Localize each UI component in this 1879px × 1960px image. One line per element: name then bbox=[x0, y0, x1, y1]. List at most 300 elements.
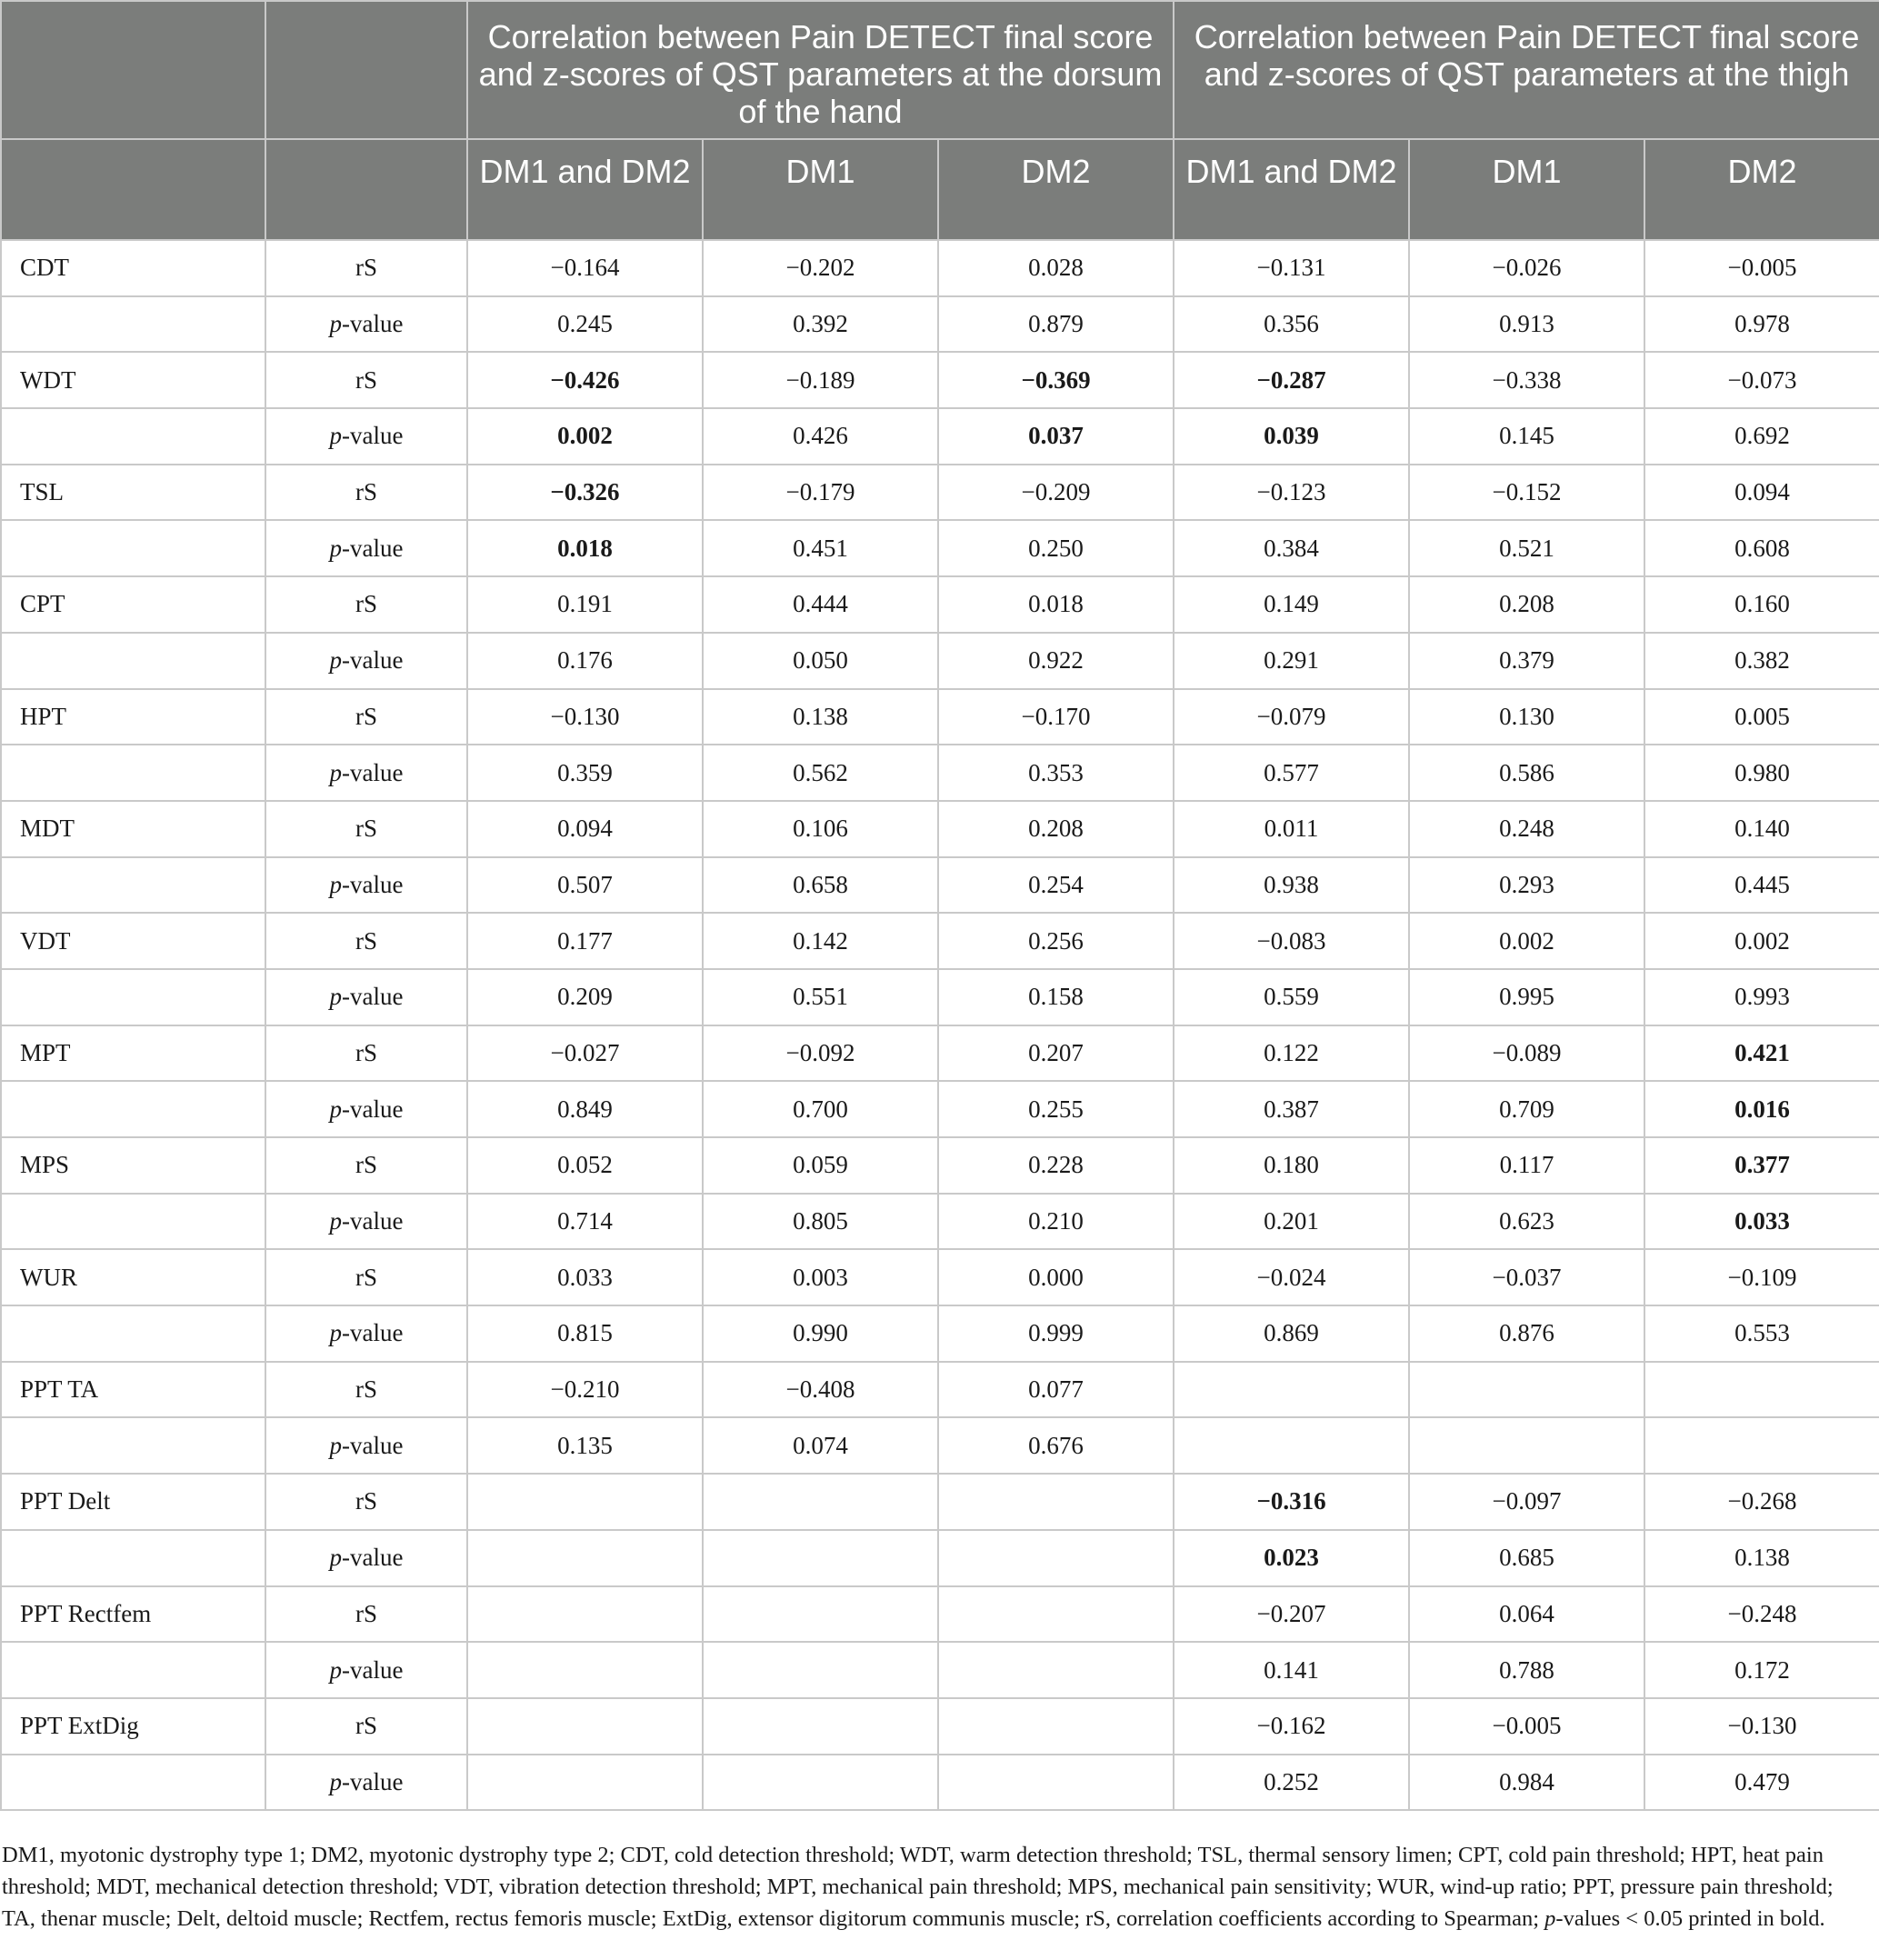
pvalue-cell bbox=[467, 408, 703, 465]
pvalue-cell bbox=[1644, 1530, 1879, 1586]
rs-value-cell bbox=[467, 1249, 703, 1305]
rs-value-cell bbox=[938, 1249, 1174, 1305]
pvalue-cell bbox=[938, 1642, 1174, 1698]
pvalue-cell bbox=[703, 1530, 938, 1586]
pvalue-value: 0.141 bbox=[1264, 1655, 1319, 1684]
pvalue-cell bbox=[703, 408, 938, 465]
rs-value-cell bbox=[938, 465, 1174, 521]
stat-label-p: p bbox=[329, 310, 343, 338]
table-row-vdt-rs bbox=[1, 913, 1879, 969]
pvalue-cell bbox=[1644, 1194, 1879, 1250]
rs-value-cell bbox=[1409, 1474, 1644, 1530]
pvalue-value: 0.033 bbox=[1734, 1207, 1790, 1235]
rs-value: −0.408 bbox=[785, 1375, 855, 1404]
rs-value: 0.059 bbox=[793, 1151, 848, 1179]
rs-value: 0.149 bbox=[1264, 590, 1319, 618]
stat-label-p: p bbox=[329, 1544, 343, 1572]
pvalue-cell bbox=[1174, 1194, 1409, 1250]
rs-value: 0.033 bbox=[557, 1263, 613, 1291]
stat-label-rs: rS bbox=[265, 689, 467, 745]
rs-value: −0.207 bbox=[1256, 1599, 1326, 1627]
stat-label-rs: rS bbox=[265, 1586, 467, 1643]
stat-label-value: -value bbox=[342, 646, 404, 675]
table-row-mpt-pvalue bbox=[1, 1081, 1879, 1137]
param-empty-cell bbox=[1, 745, 265, 801]
table-body bbox=[1, 240, 1879, 1810]
pvalue-cell bbox=[1644, 1305, 1879, 1362]
stat-label-pvalue bbox=[265, 1642, 467, 1698]
pvalue-value: 0.658 bbox=[793, 870, 848, 898]
pvalue-cell bbox=[703, 1305, 938, 1362]
stat-label-pvalue bbox=[265, 1530, 467, 1586]
rs-value-cell bbox=[1644, 240, 1879, 296]
pvalue-cell bbox=[1174, 1530, 1409, 1586]
rs-value-cell bbox=[1644, 1249, 1879, 1305]
header-empty-cell bbox=[265, 139, 467, 240]
pvalue-cell bbox=[1644, 969, 1879, 1025]
pvalue-cell bbox=[1174, 745, 1409, 801]
stat-label-pvalue bbox=[265, 1194, 467, 1250]
rs-value-cell bbox=[938, 1137, 1174, 1194]
rs-value-cell bbox=[703, 1474, 938, 1530]
pvalue-value: 0.387 bbox=[1264, 1095, 1319, 1123]
rs-value: −0.170 bbox=[1021, 702, 1091, 730]
pvalue-value: 0.815 bbox=[557, 1319, 613, 1347]
rs-value: 0.002 bbox=[1734, 926, 1790, 955]
pvalue-value: 0.551 bbox=[793, 983, 848, 1011]
pvalue-cell bbox=[703, 633, 938, 689]
table-row-hpt-pvalue bbox=[1, 745, 1879, 801]
param-empty-cell bbox=[1, 969, 265, 1025]
pvalue-value: 0.293 bbox=[1499, 870, 1554, 898]
rs-value: 0.077 bbox=[1028, 1375, 1084, 1404]
stat-label-pvalue bbox=[265, 633, 467, 689]
rs-value-cell bbox=[1409, 1698, 1644, 1755]
table-row-wdt-pvalue bbox=[1, 408, 1879, 465]
param-name: WDT bbox=[1, 352, 265, 408]
stat-label-value: -value bbox=[342, 983, 404, 1011]
rs-value-cell bbox=[703, 240, 938, 296]
rs-value-cell bbox=[938, 576, 1174, 633]
footnote-p-italic: p bbox=[1544, 1905, 1556, 1931]
pvalue-cell bbox=[1409, 1530, 1644, 1586]
rs-value: −0.026 bbox=[1492, 254, 1562, 282]
pvalue-cell bbox=[703, 1081, 938, 1137]
pvalue-value: 0.709 bbox=[1499, 1095, 1554, 1123]
rs-value: −0.079 bbox=[1256, 702, 1326, 730]
param-empty-cell bbox=[1, 857, 265, 914]
rs-value-cell bbox=[1644, 1025, 1879, 1082]
pvalue-cell bbox=[467, 520, 703, 576]
rs-value: −0.037 bbox=[1492, 1263, 1562, 1291]
pvalue-value: 0.586 bbox=[1499, 758, 1554, 786]
rs-value: −0.248 bbox=[1727, 1599, 1797, 1627]
stat-label-p: p bbox=[329, 1207, 343, 1235]
rs-value: 0.180 bbox=[1264, 1151, 1319, 1179]
rs-value: 0.256 bbox=[1028, 926, 1084, 955]
pvalue-value: 0.849 bbox=[557, 1095, 613, 1123]
stat-label-p: p bbox=[329, 1319, 343, 1347]
rs-value-cell bbox=[467, 465, 703, 521]
stat-label-p: p bbox=[329, 870, 343, 898]
rs-value-cell bbox=[938, 1025, 1174, 1082]
rs-value-cell bbox=[1644, 576, 1879, 633]
rs-value-cell bbox=[938, 352, 1174, 408]
stat-label-value: -value bbox=[342, 758, 404, 786]
stat-label-rs: rS bbox=[265, 913, 467, 969]
rs-value: −0.073 bbox=[1727, 365, 1797, 394]
rs-value: 0.191 bbox=[557, 590, 613, 618]
pvalue-cell bbox=[1644, 1755, 1879, 1811]
pvalue-value: 0.002 bbox=[557, 422, 613, 450]
pvalue-cell bbox=[1644, 520, 1879, 576]
rs-value: 0.140 bbox=[1734, 815, 1790, 843]
pvalue-cell bbox=[703, 1194, 938, 1250]
rs-value-cell bbox=[938, 913, 1174, 969]
rs-value-cell bbox=[703, 352, 938, 408]
pvalue-value: 0.879 bbox=[1028, 310, 1084, 338]
pvalue-cell bbox=[1174, 296, 1409, 353]
table-row-ppt-ta-rs bbox=[1, 1362, 1879, 1418]
rs-value-cell bbox=[703, 801, 938, 857]
rs-value: −0.210 bbox=[550, 1375, 620, 1404]
pvalue-value: 0.255 bbox=[1028, 1095, 1084, 1123]
rs-value-cell bbox=[938, 801, 1174, 857]
pvalue-value: 0.869 bbox=[1264, 1319, 1319, 1347]
rs-value-cell bbox=[1409, 240, 1644, 296]
rs-value: 0.208 bbox=[1499, 590, 1554, 618]
stat-label-value: -value bbox=[342, 870, 404, 898]
rs-value: 0.421 bbox=[1734, 1038, 1790, 1066]
rs-value-cell bbox=[703, 913, 938, 969]
rs-value-cell bbox=[467, 1474, 703, 1530]
rs-value: 0.106 bbox=[793, 815, 848, 843]
rs-value-cell bbox=[1174, 1025, 1409, 1082]
header-subcol-thigh-dm2: DM2 bbox=[1644, 139, 1879, 240]
header-row-subcolumns bbox=[1, 139, 1879, 240]
pvalue-cell bbox=[938, 1755, 1174, 1811]
pvalue-value: 0.392 bbox=[793, 310, 848, 338]
pvalue-cell bbox=[1644, 745, 1879, 801]
stat-label-p: p bbox=[329, 534, 343, 562]
pvalue-value: 0.685 bbox=[1499, 1544, 1554, 1572]
param-empty-cell bbox=[1, 408, 265, 465]
pvalue-value: 0.018 bbox=[557, 534, 613, 562]
rs-value-cell bbox=[1409, 1362, 1644, 1418]
pvalue-value: 0.037 bbox=[1028, 422, 1084, 450]
table-row-wdt-rs bbox=[1, 352, 1879, 408]
param-empty-cell bbox=[1, 1194, 265, 1250]
param-name: PPT TA bbox=[1, 1362, 265, 1418]
pvalue-value: 0.382 bbox=[1734, 646, 1790, 675]
table-row-ppt-delt-rs bbox=[1, 1474, 1879, 1530]
table-row-cpt-pvalue bbox=[1, 633, 1879, 689]
pvalue-cell bbox=[938, 408, 1174, 465]
table-row-mpt-rs bbox=[1, 1025, 1879, 1082]
rs-value: −0.164 bbox=[550, 254, 620, 282]
rs-value: −0.338 bbox=[1492, 365, 1562, 394]
stat-label-pvalue bbox=[265, 296, 467, 353]
rs-value: 0.094 bbox=[1734, 478, 1790, 506]
pvalue-value: 0.479 bbox=[1734, 1767, 1790, 1795]
pvalue-cell bbox=[467, 969, 703, 1025]
rs-value-cell bbox=[703, 1698, 938, 1755]
pvalue-cell bbox=[467, 1305, 703, 1362]
pvalue-value: 0.995 bbox=[1499, 983, 1554, 1011]
stat-label-rs: rS bbox=[265, 801, 467, 857]
stat-label-value: -value bbox=[342, 310, 404, 338]
stat-label-value: -value bbox=[342, 422, 404, 450]
stat-label-value: -value bbox=[342, 534, 404, 562]
stat-label-pvalue bbox=[265, 969, 467, 1025]
rs-value-cell bbox=[1409, 465, 1644, 521]
stat-label-rs: rS bbox=[265, 1362, 467, 1418]
stat-label-pvalue bbox=[265, 1305, 467, 1362]
pvalue-value: 0.521 bbox=[1499, 534, 1554, 562]
pvalue-value: 0.451 bbox=[793, 534, 848, 562]
pvalue-cell bbox=[1409, 633, 1644, 689]
rs-value: −0.369 bbox=[1021, 365, 1091, 394]
pvalue-value: 0.254 bbox=[1028, 870, 1084, 898]
rs-value: 0.018 bbox=[1028, 590, 1084, 618]
rs-value-cell bbox=[1174, 352, 1409, 408]
param-empty-cell bbox=[1, 1530, 265, 1586]
rs-value-cell bbox=[1409, 689, 1644, 745]
pvalue-cell bbox=[703, 857, 938, 914]
pvalue-cell bbox=[467, 1530, 703, 1586]
rs-value-cell bbox=[1174, 1698, 1409, 1755]
table-header bbox=[1, 1, 1879, 240]
pvalue-value: 0.209 bbox=[557, 983, 613, 1011]
stat-label-pvalue bbox=[265, 1417, 467, 1474]
pvalue-cell bbox=[1409, 1642, 1644, 1698]
rs-value-cell bbox=[467, 801, 703, 857]
pvalue-cell bbox=[1644, 857, 1879, 914]
pvalue-value: 0.559 bbox=[1264, 983, 1319, 1011]
table-row-mdt-pvalue bbox=[1, 857, 1879, 914]
pvalue-value: 0.913 bbox=[1499, 310, 1554, 338]
pvalue-cell bbox=[1174, 1642, 1409, 1698]
pvalue-value: 0.553 bbox=[1734, 1319, 1790, 1347]
rs-value: −0.152 bbox=[1492, 478, 1562, 506]
rs-value: 0.142 bbox=[793, 926, 848, 955]
table-row-vdt-pvalue bbox=[1, 969, 1879, 1025]
rs-value-cell bbox=[1644, 465, 1879, 521]
rs-value-cell bbox=[1174, 1249, 1409, 1305]
rs-value: −0.189 bbox=[785, 365, 855, 394]
stat-label-value: -value bbox=[342, 1544, 404, 1572]
pvalue-cell bbox=[1644, 408, 1879, 465]
stat-label-value: -value bbox=[342, 1767, 404, 1795]
pvalue-value: 0.291 bbox=[1264, 646, 1319, 675]
table-row-ppt-ta-pvalue bbox=[1, 1417, 1879, 1474]
rs-value-cell bbox=[1174, 240, 1409, 296]
pvalue-cell bbox=[938, 1081, 1174, 1137]
param-name: MDT bbox=[1, 801, 265, 857]
rs-value: 0.003 bbox=[793, 1263, 848, 1291]
rs-value-cell bbox=[1409, 1137, 1644, 1194]
rs-value-cell bbox=[703, 465, 938, 521]
table-row-wur-pvalue bbox=[1, 1305, 1879, 1362]
table-row-cpt-rs bbox=[1, 576, 1879, 633]
pvalue-cell bbox=[1644, 633, 1879, 689]
param-name: PPT ExtDig bbox=[1, 1698, 265, 1755]
rs-value: −0.005 bbox=[1492, 1712, 1562, 1740]
pvalue-cell bbox=[467, 1417, 703, 1474]
rs-value-cell bbox=[1409, 913, 1644, 969]
pvalue-value: 0.922 bbox=[1028, 646, 1084, 675]
rs-value-cell bbox=[1409, 352, 1644, 408]
pvalue-value: 0.978 bbox=[1734, 310, 1790, 338]
table-row-cdt-rs bbox=[1, 240, 1879, 296]
pvalue-cell bbox=[703, 1755, 938, 1811]
rs-value-cell bbox=[1174, 576, 1409, 633]
pvalue-value: 0.138 bbox=[1734, 1544, 1790, 1572]
table-row-ppt-extdig-pvalue bbox=[1, 1755, 1879, 1811]
rs-value-cell bbox=[467, 240, 703, 296]
pvalue-value: 0.623 bbox=[1499, 1207, 1554, 1235]
pvalue-value: 0.379 bbox=[1499, 646, 1554, 675]
param-empty-cell bbox=[1, 520, 265, 576]
rs-value-cell bbox=[703, 689, 938, 745]
rs-value-cell bbox=[1409, 801, 1644, 857]
stat-label-rs: rS bbox=[265, 1698, 467, 1755]
table-row-ppt-rectfem-rs bbox=[1, 1586, 1879, 1643]
param-name: PPT Rectfem bbox=[1, 1586, 265, 1643]
rs-value: 0.011 bbox=[1264, 815, 1319, 843]
pvalue-cell bbox=[1174, 408, 1409, 465]
rs-value: −0.024 bbox=[1256, 1263, 1326, 1291]
pvalue-cell bbox=[1644, 1642, 1879, 1698]
pvalue-cell bbox=[703, 969, 938, 1025]
pvalue-value: 0.172 bbox=[1734, 1655, 1790, 1684]
header-empty-cell bbox=[1, 139, 265, 240]
rs-value-cell bbox=[1174, 801, 1409, 857]
rs-value: −0.131 bbox=[1256, 254, 1326, 282]
pvalue-cell bbox=[467, 745, 703, 801]
header-subcol-hand-dm2: DM2 bbox=[938, 139, 1174, 240]
rs-value: 0.002 bbox=[1499, 926, 1554, 955]
pvalue-value: 0.788 bbox=[1499, 1655, 1554, 1684]
param-empty-cell bbox=[1, 1305, 265, 1362]
rs-value: −0.097 bbox=[1492, 1487, 1562, 1515]
rs-value-cell bbox=[1644, 1698, 1879, 1755]
rs-value-cell bbox=[1174, 465, 1409, 521]
pvalue-value: 0.608 bbox=[1734, 534, 1790, 562]
rs-value: −0.123 bbox=[1256, 478, 1326, 506]
rs-value: −0.130 bbox=[550, 702, 620, 730]
rs-value: −0.287 bbox=[1256, 365, 1326, 394]
rs-value-cell bbox=[467, 1362, 703, 1418]
rs-value-cell bbox=[467, 1698, 703, 1755]
pvalue-cell bbox=[1409, 1305, 1644, 1362]
pvalue-cell bbox=[1409, 1081, 1644, 1137]
pvalue-value: 0.023 bbox=[1264, 1544, 1319, 1572]
pvalue-value: 0.993 bbox=[1734, 983, 1790, 1011]
stat-label-value: -value bbox=[342, 1095, 404, 1123]
pvalue-cell bbox=[938, 633, 1174, 689]
table-row-wur-rs bbox=[1, 1249, 1879, 1305]
stat-label-rs: rS bbox=[265, 240, 467, 296]
pvalue-cell bbox=[467, 1194, 703, 1250]
rs-value: 0.138 bbox=[793, 702, 848, 730]
rs-value: 0.177 bbox=[557, 926, 613, 955]
rs-value: 0.248 bbox=[1499, 815, 1554, 843]
pvalue-cell bbox=[703, 1417, 938, 1474]
rs-value-cell bbox=[1409, 1586, 1644, 1643]
pvalue-value: 0.426 bbox=[793, 422, 848, 450]
stat-label-value: -value bbox=[342, 1655, 404, 1684]
pvalue-cell bbox=[1409, 745, 1644, 801]
rs-value: −0.092 bbox=[785, 1038, 855, 1066]
pvalue-value: 0.359 bbox=[557, 758, 613, 786]
rs-value-cell bbox=[1174, 913, 1409, 969]
rs-value: −0.316 bbox=[1256, 1487, 1326, 1515]
rs-value: 0.117 bbox=[1499, 1151, 1554, 1179]
pvalue-cell bbox=[1174, 857, 1409, 914]
pvalue-cell bbox=[1409, 408, 1644, 465]
pvalue-value: 0.577 bbox=[1264, 758, 1319, 786]
header-group-thigh: Correlation between Pain DETECT final score and z-scores of QST parameters at the thigh bbox=[1174, 1, 1879, 139]
table-row-tsl-rs bbox=[1, 465, 1879, 521]
rs-value-cell bbox=[1644, 689, 1879, 745]
pvalue-cell bbox=[938, 857, 1174, 914]
rs-value: 0.160 bbox=[1734, 590, 1790, 618]
rs-value: 0.028 bbox=[1028, 254, 1084, 282]
rs-value: −0.109 bbox=[1727, 1263, 1797, 1291]
pvalue-cell bbox=[1644, 1081, 1879, 1137]
rs-value-cell bbox=[467, 1137, 703, 1194]
pvalue-cell bbox=[938, 969, 1174, 1025]
pvalue-value: 0.676 bbox=[1028, 1431, 1084, 1459]
pvalue-cell bbox=[1409, 520, 1644, 576]
pvalue-value: 0.384 bbox=[1264, 534, 1319, 562]
table-row-hpt-rs bbox=[1, 689, 1879, 745]
rs-value-cell bbox=[938, 1586, 1174, 1643]
stat-label-p: p bbox=[329, 422, 343, 450]
pvalue-cell bbox=[938, 296, 1174, 353]
rs-value: 0.207 bbox=[1028, 1038, 1084, 1066]
header-row-groups bbox=[1, 1, 1879, 139]
param-empty-cell bbox=[1, 633, 265, 689]
rs-value-cell bbox=[938, 1474, 1174, 1530]
rs-value-cell bbox=[467, 1025, 703, 1082]
stat-label-pvalue bbox=[265, 745, 467, 801]
pvalue-cell bbox=[1644, 1417, 1879, 1474]
pvalue-cell bbox=[938, 1194, 1174, 1250]
param-empty-cell bbox=[1, 1417, 265, 1474]
table-row-mps-rs bbox=[1, 1137, 1879, 1194]
rs-value: −0.083 bbox=[1256, 926, 1326, 955]
stat-label-rs: rS bbox=[265, 465, 467, 521]
rs-value: 0.208 bbox=[1028, 815, 1084, 843]
param-name: WUR bbox=[1, 1249, 265, 1305]
rs-value: −0.130 bbox=[1727, 1712, 1797, 1740]
pvalue-cell bbox=[1174, 1305, 1409, 1362]
stat-label-pvalue bbox=[265, 1755, 467, 1811]
rs-value-cell bbox=[938, 240, 1174, 296]
stat-label-p: p bbox=[329, 758, 343, 786]
footnote-text: DM1, myotonic dystrophy type 1; DM2, myotonic dystrophy type 2; CDT, cold detection threshold; WDT, warm detection threshold; TSL, thermal sensory limen; CPT, cold pain threshold; HPT, heat pain threshold; MDT, mechanical detection threshold; VDT, vibration detection threshold; MPT, mechanical pain threshold; MPS, mechanical pain sensitivity; WUR, wind-up ratio; PPT, pressure pain threshold; TA, thenar muscle; Delt, deltoid muscle; Rectfem, rectus femoris muscle; ExtDig, extensor digitorum communis muscle; rS, correlation coefficients according to Spearman; bbox=[2, 1842, 1834, 1931]
stat-label-p: p bbox=[329, 1767, 343, 1795]
pvalue-cell bbox=[467, 1755, 703, 1811]
param-name: CPT bbox=[1, 576, 265, 633]
rs-value-cell bbox=[1174, 1137, 1409, 1194]
param-name: VDT bbox=[1, 913, 265, 969]
pvalue-value: 0.074 bbox=[793, 1431, 848, 1459]
pvalue-cell bbox=[1409, 1417, 1644, 1474]
pvalue-cell bbox=[467, 633, 703, 689]
